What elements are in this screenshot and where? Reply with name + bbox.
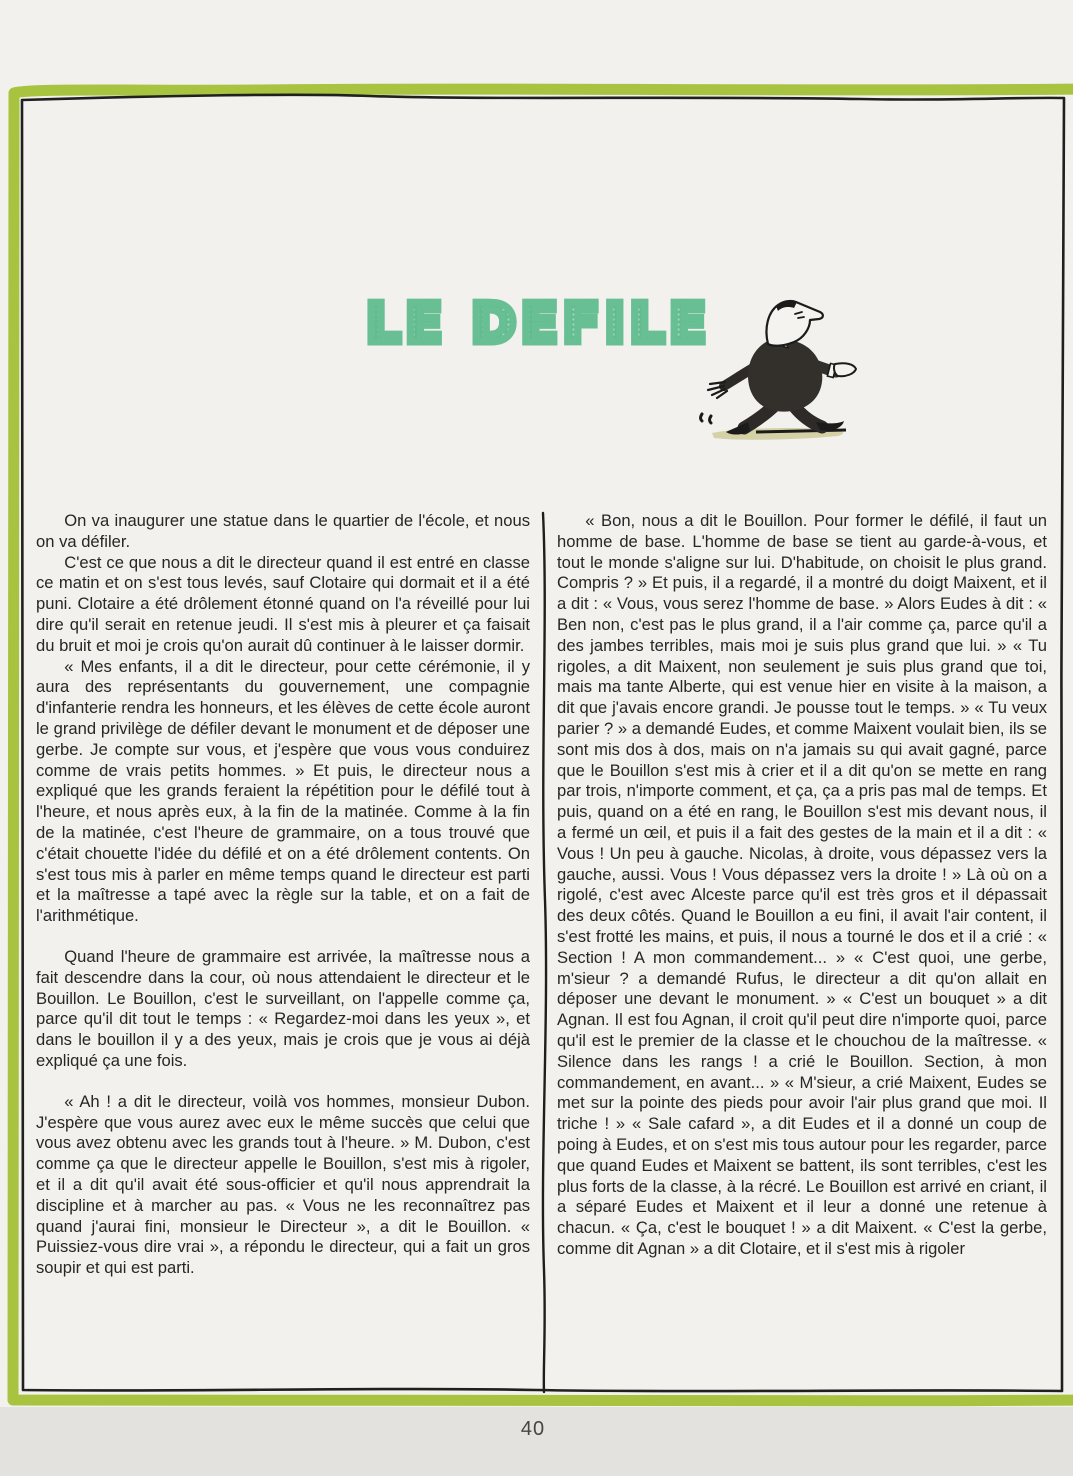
- left-column: [36, 511, 530, 1279]
- motion-marks: [701, 414, 712, 423]
- paragraph: « Mes enfants, il a dit le directeur, pour cette cérémonie, il y aura des représentants du gouvernement, une compagnie d'infanterie rendra les honneurs, et les élèves de cette école auront le grand privilège de défiler devant le monument et de déposer une gerbe. Je compte sur vous, et j'espère que vous vous conduirez comme de vrais petits hommes. » Et puis, le directeur nous a expliqué que les grands feraient la répétition pour le défilé tout à l'heure, et nous après eux, à la fin de la matinée. Comme à la fin de la matinée, c'est l'heure de grammaire, on a tous trouvé que c'était chouette l'idée du défilé et on a été drôlement contents. On s'est tous mis à parler en même temps quand le directeur est parti et la maîtresse a tapé avec la règle sur la table, et on a fait de l'arithmétique.: [36, 656, 530, 926]
- column-divider: [543, 513, 546, 1392]
- paragraph: On va inaugurer une statue dans le quartier de l'école, et nous on va défiler.: [36, 511, 530, 551]
- paragraph: « Bon, nous a dit le Bouillon. Pour former le défilé, il faut un homme de base. L'homme de base se tient au garde-à-vous, et tout le monde s'aligne sur lui. D'habitude, on choisit le plus grand. Compris ? » Et puis, il a regardé, il a montré du doigt Maixent, et il a dit : « Vous, vous serez l'homme de base. » Alors Eudes à dit : « Ben non, c'est pas le plus grand, il a l'air comme ça, parce qu'il a des jambes terribles, mais moi je suis plus grand que lui. » « Tu rigoles, a dit Maixent, non seulement je suis plus grand que toi, mais ma tante Alberte, qui est venue hier en visite à la maison, a dit que j'avais encore grandi. Je pousse tout le temps. » « Tu veux parier ? » a demandé Eudes, et comme Maixent voulait bien, ils se sont mis dos à dos, mais on n'a jamais su qui avait gagné, parce que le Bouillon s'est mis à crier et il a dit qu'on se mette en rang par trois, n'importe comment, et ça, ça a pris pas mal de temps. Et puis, quand on a été en rang, le Bouillon s'est mis devant nous, il a fermé un œil, et puis il a fait des gestes de la main et il a dit : « Vous ! Un peu à gauche. Nicolas, à droite, vous dépassez vers la gauche, aussi. Vous ! Vous dépassez vers la droite ! » Là où on a rigolé, c'est avec Alceste parce qu'il est très gros et il dépassait des deux côtés. Quand le Bouillon a eu fini, il avait l'air content, il s'est frotté les mains, et puis, il nous a tourné le dos et il a crié : « Section ! A mon commandement... » « C'est quoi, une gerbe, m'sieur ? a demandé Rufus, le directeur a dit qu'on allait en déposer une devant le monument. » « C'est un bouquet » a dit Agnan. Il est fou Agnan, il croit qu'il peut dire n'importe quoi, parce qu'il est le premier de la classe et le chouchou de la maîtresse. « Silence dans les rangs ! a crié le Bouillon. Section, à mon commandement, en avant... » « M'sieur, a crié Maixent, Eudes se met sur la pointe des pieds pour avoir l'air plus grand que moi. Il triche ! » « Sale cafard », a dit Eudes et il a donné un coup de poing à Eudes, et on s'est mis tous autour pour les regarder, parce que quand Eudes et Maixent se battent, ils sont terribles, c'est les plus forts de la classe, à la récré. Le Bouillon est arrivé en criant, il a séparé Eudes et Maixent et il leur a donné une retenue à chacun. « Ça, c'est le bouquet ! » a dit Maixent. « C'est la gerbe, comme dit Agnan » a dit Clotaire, et il s'est mis à rigoler: [557, 511, 1047, 1258]
- suit-body: [748, 339, 822, 412]
- right-column: [557, 511, 1047, 1260]
- paragraph: « Ah ! a dit le directeur, voilà vos hommes, monsieur Dubon. J'espère que vous aurez avec eux le même succès que celui que vous avez obtenu avec les grands tout à l'heure. » M. Dubon, c'est comme ça que le directeur appelle le Bouillon, s'est mis à rigoler, et il a dit qu'il avait été sous-officier et qu'il nous apprendrait la discipline et à marcher au pas. « Vous ne les reconnaîtrez pas quand j'aurai fini, monsieur le Directeur », a dit le Bouillon. « Puissiez-vous dire vrai », a répondu le directeur, qui a fait un gros soupir et qui est parti.: [36, 1091, 530, 1278]
- paragraph: Quand l'heure de grammaire est arrivée, la maîtresse nous a fait descendre dans la cour, où nous attendaient le directeur et le Bouillon. Le Bouillon, c'est le surveillant, on l'appelle comme ça, parce qu'il dit tout le temps : « Regardez-moi dans les yeux », et dans le bouillon il y a des yeux, mais je crois que je vous ai déjà expliqué ça une fois.: [36, 946, 530, 1070]
- head: [766, 301, 822, 346]
- page-number: 40: [520, 1418, 546, 1440]
- chapter-title: LE DEFILE: [366, 292, 712, 355]
- marching-man-illustration: [698, 292, 863, 447]
- mitten-hand: [834, 363, 856, 376]
- back-shoe: [726, 422, 750, 435]
- paragraph: C'est ce que nous a dit le directeur quand il est entré en classe ce matin et on s'est tous levés, sauf Clotaire qui dormait et il a été puni. Clotaire a été drôlement étonné quand on l'a réveillé pour lui dire qu'il serait en retenue jeudi. Il s'est mis à pleurer et ça faisait du bruit et moi je crois qu'on aurait dû continuer à le laisser dormir.: [36, 552, 530, 655]
